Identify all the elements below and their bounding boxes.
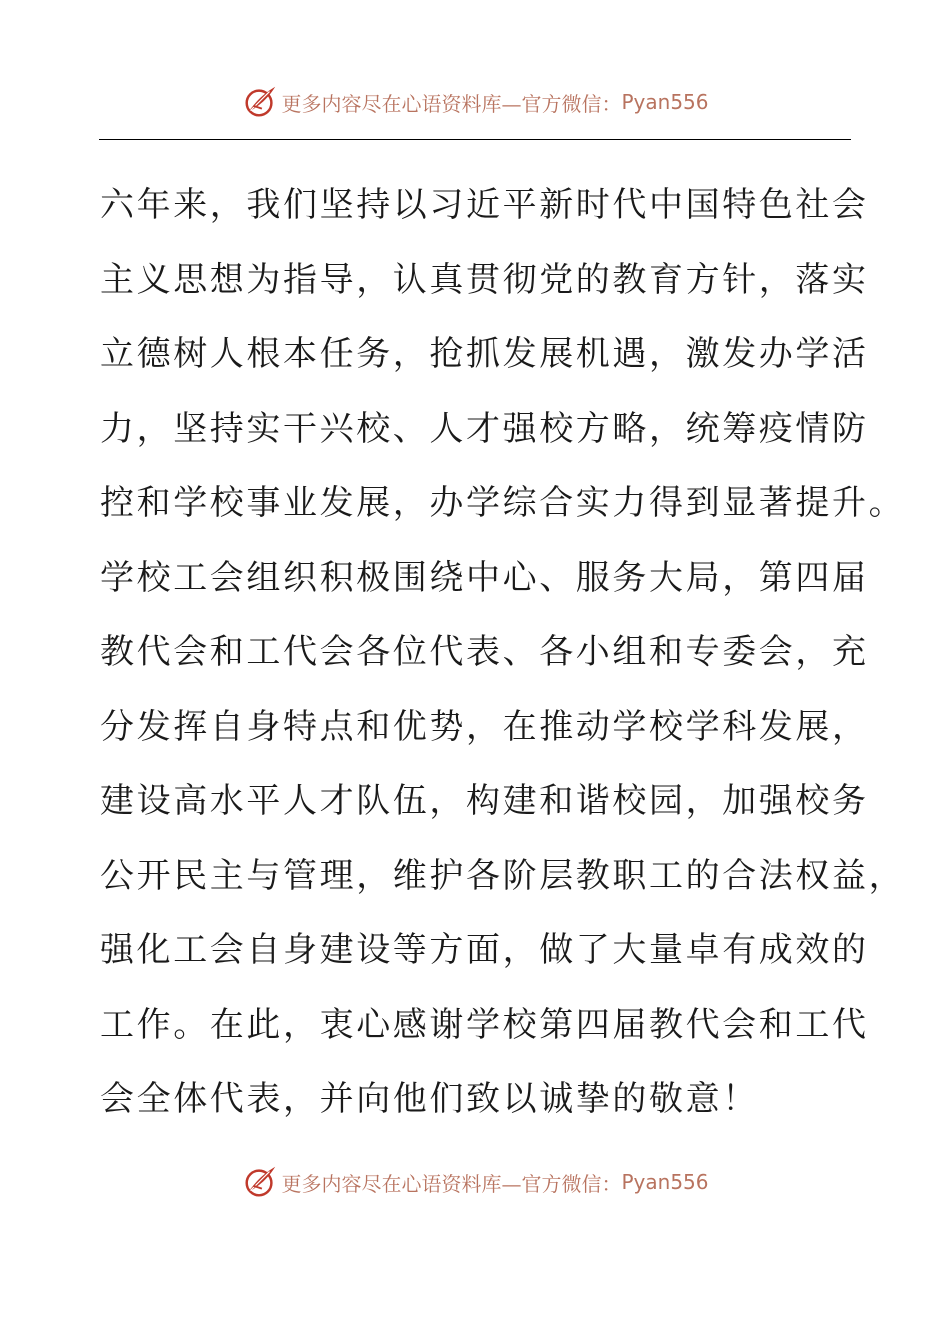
text-line: 会全体代表，并向他们致以诚挚的敬意！ xyxy=(100,1079,759,1119)
header-wechat-id: Pyan556 xyxy=(621,90,709,114)
feather-logo-icon xyxy=(241,83,279,121)
document-body xyxy=(100,168,906,1137)
text-line: 主义思想为指导，认真贯彻党的教育方针，落实 xyxy=(100,259,869,300)
text-line: 公开民主与管理，维护各阶层教职工的合法权益， xyxy=(100,855,906,896)
header-banner xyxy=(0,80,950,124)
footer-wechat-id: Pyan556 xyxy=(621,1170,709,1194)
text-line: 工作。在此，衷心感谢学校第四届教代会和工代 xyxy=(100,1004,869,1045)
text-line: 建设高水平人才队伍，构建和谐校园，加强校务 xyxy=(100,781,869,821)
footer-promo-text: 更多内容尽在心语资料库—官方微信： xyxy=(281,1171,622,1196)
header-promo-text: 更多内容尽在心语资料库—官方微信： xyxy=(281,91,622,116)
text-line: 六年来，我们坚持以习近平新时代中国特色社会 xyxy=(100,185,869,225)
text-line: 教代会和工代会各位代表、各小组和专委会，充 xyxy=(100,632,869,672)
header-divider xyxy=(99,139,851,140)
text-line: 强化工会自身建设等方面，做了大量卓有成效的 xyxy=(100,930,869,970)
text-line: 立德树人根本任务，抢抓发展机遇，激发办学活 xyxy=(100,334,869,374)
text-line: 分发挥自身特点和优势，在推动学校学科发展， xyxy=(100,706,869,747)
text-line: 力，坚持实干兴校、人才强校方略，统筹疫情防 xyxy=(100,408,869,449)
text-line: 控和学校事业发展，办学综合实力得到显著提升。 xyxy=(100,483,906,523)
text-line: 学校工会组织积极围绕中心、服务大局，第四届 xyxy=(100,557,869,598)
footer-banner xyxy=(0,1160,950,1204)
feather-logo-icon xyxy=(241,1163,279,1201)
